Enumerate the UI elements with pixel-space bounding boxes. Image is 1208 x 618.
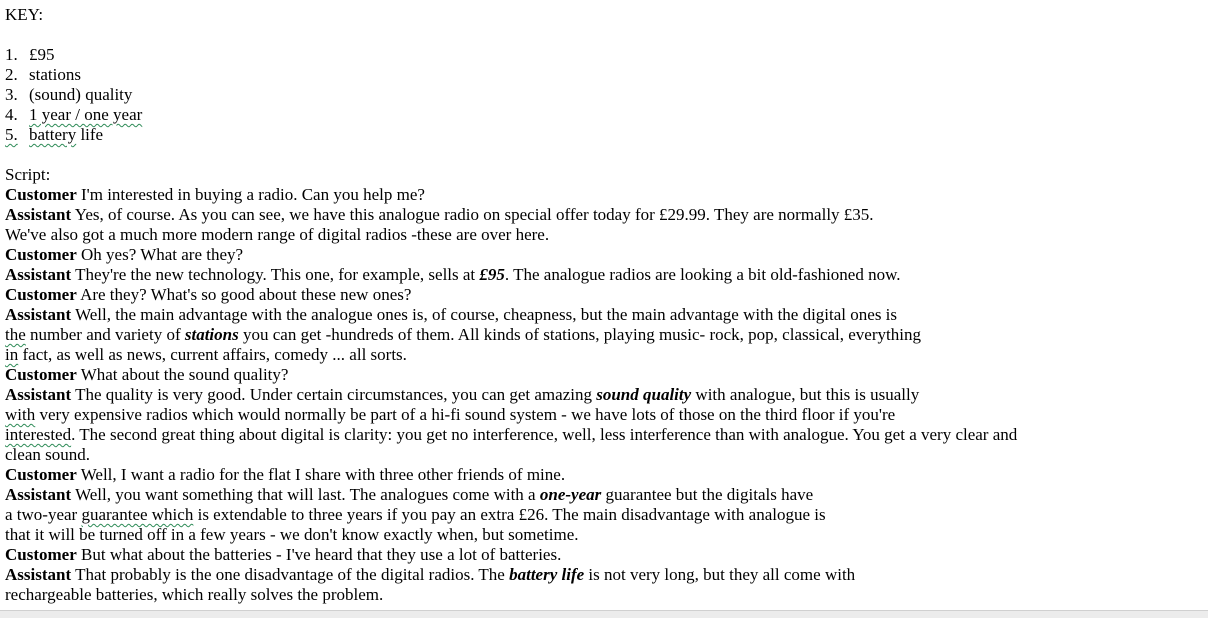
- script-line: [5, 445, 1203, 465]
- line-text: clean sound.: [5, 445, 90, 464]
- line-text: with analogue, but this is usually: [691, 385, 920, 404]
- speaker-label: Customer: [5, 285, 77, 304]
- answer-text-suffix: life: [76, 125, 104, 144]
- answer-text: 1 year / one year: [29, 105, 143, 124]
- line-text: rechargeable batteries, which really solves the problem.: [5, 585, 384, 604]
- script-heading: Script:: [5, 165, 51, 184]
- script-line: [5, 365, 1203, 385]
- script-line: [5, 285, 1203, 305]
- document-body: [5, 5, 1203, 605]
- speaker-label: Customer: [5, 465, 77, 484]
- answer-number: 4.: [5, 105, 18, 124]
- speaker-label: Assistant: [5, 485, 72, 504]
- line-text: number and variety of: [25, 325, 185, 344]
- blank-line: [5, 145, 1203, 165]
- answer-text: battery: [29, 125, 77, 144]
- line-text: That probably is the one disadvantage of the digital radios. The: [71, 565, 510, 584]
- spellcheck-phrase: guarantee which: [81, 505, 194, 524]
- line-text: Well, I want a radio for the flat I share with three other friends of mine.: [76, 465, 566, 484]
- line-text: very expensive radios which would normally be part of a hi-fi sound system - we have lots of those on the third floor if you're: [35, 405, 896, 424]
- script-line: [5, 265, 1203, 285]
- line-text: The quality is very good. Under certain circumstances, you can get amazing: [71, 385, 597, 404]
- answer-item: [5, 125, 1203, 145]
- line-text: is extendable to three years if you pay an extra £26. The main disadvantage with analogue is: [193, 505, 826, 524]
- line-text: is not very long, but they all come with: [584, 565, 856, 584]
- script-line: [5, 345, 1203, 365]
- spellcheck-word: the: [5, 325, 26, 344]
- spellcheck-word: interested: [5, 425, 72, 444]
- line-text: a two-year: [5, 505, 82, 524]
- answer-highlight: sound quality: [596, 385, 692, 404]
- speaker-label: Customer: [5, 365, 77, 384]
- speaker-label: Customer: [5, 245, 77, 264]
- answer-number: 5.: [5, 125, 18, 144]
- answer-highlight: one-year: [539, 485, 602, 504]
- line-text: But what about the batteries - I've heard that they use a lot of batteries.: [76, 545, 562, 564]
- line-text: Yes, of course. As you can see, we have this analogue radio on special offer today for £29.99. They are normally £35.: [71, 205, 874, 224]
- script-line: [5, 385, 1203, 405]
- answer-item: [5, 45, 1203, 65]
- answer-item: [5, 85, 1203, 105]
- script-line: [5, 545, 1203, 565]
- script-transcript: [5, 185, 1203, 605]
- line-text: guarantee but the digitals have: [601, 485, 814, 504]
- line-text: Oh yes? What are they?: [76, 245, 244, 264]
- line-text: Well, the main advantage with the analogue ones is, of course, cheapness, but the main advantage with the digital ones is: [71, 305, 898, 324]
- speaker-label: Customer: [5, 545, 77, 564]
- line-text: Well, you want something that will last. The analogues come with a: [71, 485, 540, 504]
- line-text: fact, as well as news, current affairs, comedy ... all sorts.: [18, 345, 407, 364]
- script-line: [5, 485, 1203, 505]
- answer-highlight: battery life: [509, 565, 585, 584]
- answer-number: 2.: [5, 65, 18, 84]
- script-line: [5, 225, 1203, 245]
- script-line: [5, 585, 1203, 605]
- answer-item: [5, 65, 1203, 85]
- speaker-label: Assistant: [5, 265, 72, 284]
- speaker-label: Customer: [5, 185, 77, 204]
- line-text: We've also got a much more modern range of digital radios -these are over here.: [5, 225, 550, 244]
- spellcheck-word: with: [5, 405, 36, 424]
- answer-highlight: £95: [479, 265, 505, 284]
- script-line: [5, 465, 1203, 485]
- script-line: [5, 325, 1203, 345]
- line-text: What about the sound quality?: [76, 365, 289, 384]
- answer-highlight: stations: [184, 325, 239, 344]
- script-line: [5, 405, 1203, 425]
- answer-item: [5, 105, 1203, 125]
- spellcheck-word: in: [5, 345, 19, 364]
- script-line: [5, 425, 1203, 445]
- answer-text: £95: [29, 45, 55, 64]
- speaker-label: Assistant: [5, 385, 72, 404]
- key-heading: KEY:: [5, 5, 44, 24]
- answer-number: 3.: [5, 85, 18, 104]
- line-text: . The second great thing about digital is clarity: you get no interference, well, less interference than with analogue. You get a very clear and: [71, 425, 1018, 444]
- line-text: that it will be turned off in a few years - we don't know exactly when, but sometime.: [5, 525, 579, 544]
- script-line: [5, 245, 1203, 265]
- answer-number: 1.: [5, 45, 18, 64]
- answer-text: stations: [29, 65, 81, 84]
- line-text: They're the new technology. This one, for example, sells at: [71, 265, 480, 284]
- answer-key-list: [5, 45, 1203, 145]
- script-line: [5, 565, 1203, 585]
- line-text: you can get -hundreds of them. All kinds of stations, playing music- rock, pop, classical, everything: [238, 325, 921, 344]
- line-text: Are they? What's so good about these new ones?: [76, 285, 412, 304]
- line-text: I'm interested in buying a radio. Can you help me?: [76, 185, 425, 204]
- blank-line: [5, 25, 1203, 45]
- script-line: [5, 505, 1203, 525]
- script-line: [5, 305, 1203, 325]
- answer-text: (sound) quality: [29, 85, 133, 104]
- script-line: [5, 205, 1203, 225]
- line-text: . The analogue radios are looking a bit old-fashioned now.: [504, 265, 901, 284]
- speaker-label: Assistant: [5, 305, 72, 324]
- script-line: [5, 525, 1203, 545]
- script-line: [5, 185, 1203, 205]
- speaker-label: Assistant: [5, 565, 72, 584]
- speaker-label: Assistant: [5, 205, 72, 224]
